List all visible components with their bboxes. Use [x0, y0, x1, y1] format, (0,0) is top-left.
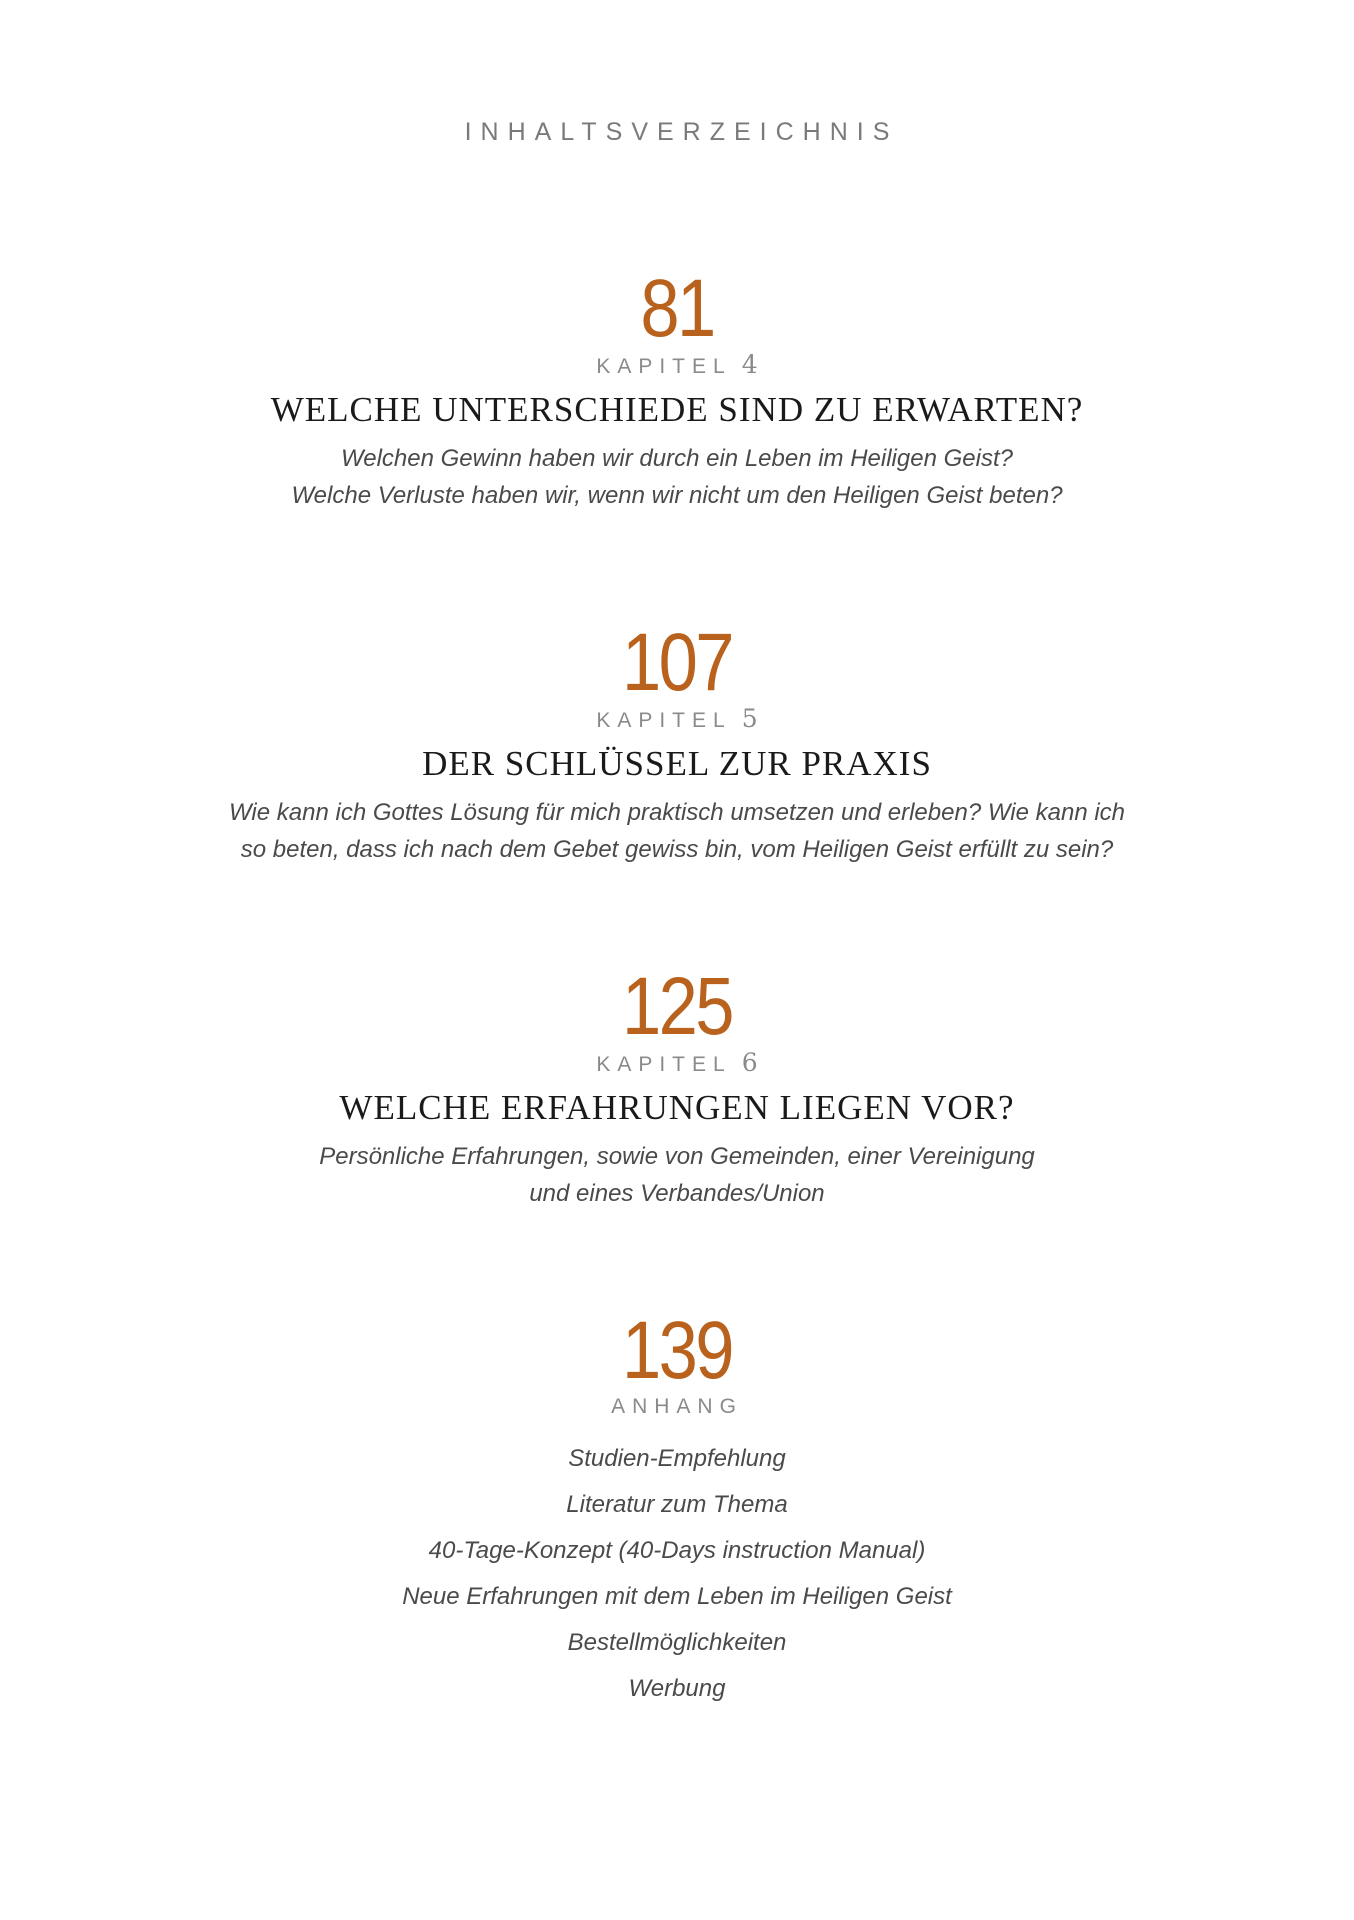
page-number: 107 [622, 617, 732, 708]
appendix-item: 40-Tage-Konzept (40-Days instruction Manual) [428, 1537, 926, 1564]
description-line: und eines Verbandes/Union [529, 1180, 825, 1207]
chapter-label-text: KAPITEL [596, 355, 731, 378]
page-number: 125 [622, 961, 732, 1052]
description-line: Welche Verluste haben wir, wenn wir nicht um den Heiligen Geist beten? [291, 482, 1063, 509]
chapter-title: DER SCHLÜSSEL ZUR PRAXIS [422, 744, 932, 783]
chapter-label [0, 352, 1354, 380]
page-number: 81 [640, 263, 714, 354]
appendix-item: Studien-Empfehlung [568, 1445, 786, 1472]
appendix-item: Neue Erfahrungen mit dem Leben im Heiligen Geist [402, 1583, 952, 1610]
description-line: so beten, dass ich nach dem Gebet gewiss bin, vom Heiligen Geist erfüllt zu sein? [240, 836, 1114, 863]
chapter-description [0, 1138, 1354, 1212]
page-number: 139 [622, 1305, 732, 1396]
description-line: Welchen Gewinn haben wir durch ein Leben im Heiligen Geist? [341, 445, 1013, 472]
chapter-description [0, 440, 1354, 514]
appendix-item: Literatur zum Thema [566, 1491, 788, 1518]
toc-entry-chapter-6 [0, 961, 1354, 1212]
chapter-label [0, 1050, 1354, 1078]
chapter-number: 4 [741, 350, 758, 379]
toc-heading: INHALTSVERZEICHNIS [464, 118, 899, 146]
appendix-label: ANHANG [611, 1395, 743, 1418]
chapter-label-text: KAPITEL [596, 709, 731, 732]
chapter-number: 6 [741, 1048, 758, 1077]
toc-entry-chapter-5 [0, 617, 1354, 868]
chapter-label [0, 706, 1354, 734]
chapter-description [0, 794, 1354, 868]
chapter-number: 5 [741, 704, 758, 733]
appendix-item: Bestellmöglichkeiten [567, 1629, 787, 1656]
description-line: Persönliche Erfahrungen, sowie von Gemeinden, einer Vereinigung [319, 1143, 1035, 1170]
toc-entry-chapter-4 [0, 263, 1354, 514]
description-line: Wie kann ich Gottes Lösung für mich praktisch umsetzen und erleben? Wie kann ich [228, 799, 1126, 826]
chapter-label-text: KAPITEL [596, 1053, 731, 1076]
chapter-title: WELCHE UNTERSCHIEDE SIND ZU ERWARTEN? [270, 390, 1084, 429]
chapter-title: WELCHE ERFAHRUNGEN LIEGEN VOR? [339, 1088, 1015, 1127]
appendix-list [0, 1436, 1354, 1712]
toc-entry-appendix [0, 1305, 1354, 1712]
appendix-item: Werbung [628, 1675, 726, 1702]
